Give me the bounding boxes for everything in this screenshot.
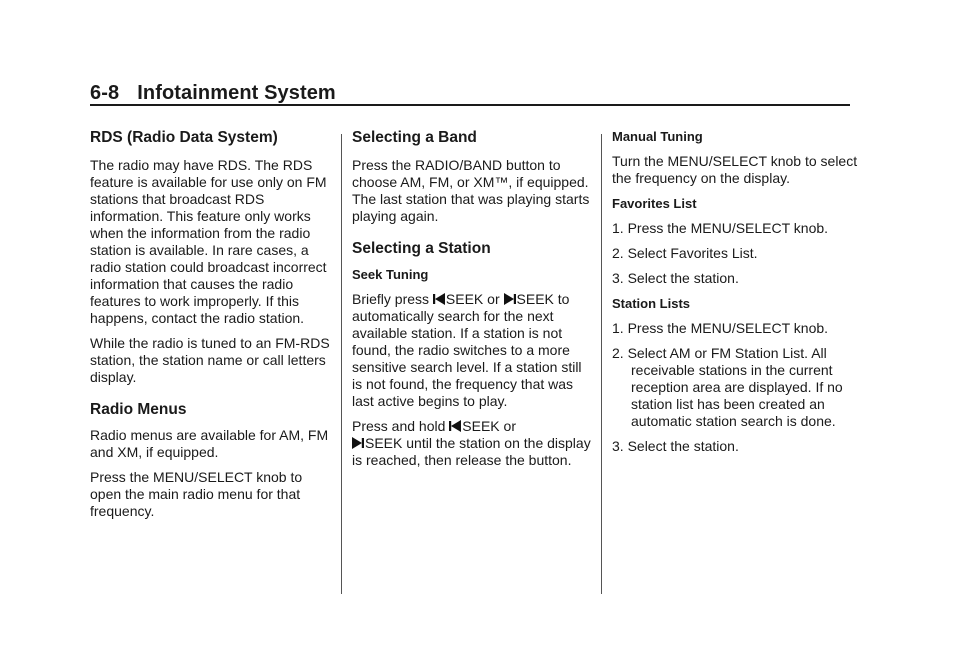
list-item: 3. Select the station. (612, 270, 739, 286)
column-1 (90, 128, 330, 528)
heading-radio-menus: Radio Menus (90, 401, 187, 418)
header-rule (90, 104, 850, 106)
text-segment: SEEK to automatically search for the next available station. If a station is not found, the radio switches to a more sensitive search level. If a station still is not found, the frequency that was last active begins to play. (352, 291, 582, 409)
paragraph-band: Press the RADIO/BAND button to choose AM, FM, or XM™, if equipped. The last station that was playing starts playing again. (352, 157, 590, 224)
list-item: 3. Select the station. (612, 438, 739, 454)
heading-rds: RDS (Radio Data System) (90, 129, 278, 146)
page-number: 6-8 (90, 82, 120, 104)
text-segment: SEEK or (462, 418, 516, 434)
paragraph-rds-1: The radio may have RDS. The RDS feature is available for use only on FM stations that broadcast RDS information. This feature only works when the information from the radio station is available. In rare cases, a radio station could broadcast incorrect information that causes the radio features to work improperly. If this happens, contact the radio station. (90, 157, 327, 326)
heading-favorites-list: Favorites List (612, 196, 697, 211)
seek-forward-icon (504, 293, 516, 305)
text-segment: SEEK or (445, 291, 504, 307)
paragraph-manual: Turn the MENU/SELECT knob to select the frequency on the display. (612, 153, 858, 186)
text-segment: SEEK until the station on the display is reached, then release the button. (352, 435, 591, 468)
heading-selecting-band: Selecting a Band (352, 129, 477, 146)
heading-manual-tuning: Manual Tuning (612, 129, 703, 144)
heading-station-lists: Station Lists (612, 296, 691, 311)
list-item: 2. Select Favorites List. (612, 245, 758, 261)
seek-back-icon (449, 420, 461, 432)
paragraph-menus-1: Radio menus are available for AM, FM and XM, if equipped. (90, 427, 329, 460)
page-title (90, 80, 850, 106)
seek-back-icon (433, 293, 445, 305)
paragraph-menus-2: Press the MENU/SELECT knob to open the main radio menu for that frequency. (90, 469, 303, 519)
paragraph-seek-2 (352, 418, 592, 469)
paragraph-rds-2: While the radio is tuned to an FM-RDS station, the station name or call letters display. (90, 335, 330, 385)
column-2 (352, 128, 592, 477)
list-item: 1. Press the MENU/SELECT knob. (612, 320, 829, 336)
column-divider-1 (341, 134, 342, 594)
list-item: 1. Press the MENU/SELECT knob. (612, 220, 829, 236)
text-segment: Briefly press (352, 291, 433, 307)
paragraph-seek-1 (352, 291, 592, 410)
column-3 (612, 128, 860, 463)
heading-seek-tuning: Seek Tuning (352, 267, 429, 282)
column-divider-2 (601, 134, 602, 594)
chapter-title: Infotainment System (137, 82, 336, 104)
seek-forward-icon (352, 437, 364, 449)
favorites-steps (612, 220, 860, 287)
text-segment: Press and hold (352, 418, 450, 434)
list-item: 2. Select AM or FM Station List. All receivable stations in the current reception area are displayed. If no station list has been created an automatic station search is done. (612, 345, 843, 429)
heading-selecting-station: Selecting a Station (352, 240, 491, 257)
station-list-steps (612, 320, 860, 455)
page-header (90, 80, 850, 106)
